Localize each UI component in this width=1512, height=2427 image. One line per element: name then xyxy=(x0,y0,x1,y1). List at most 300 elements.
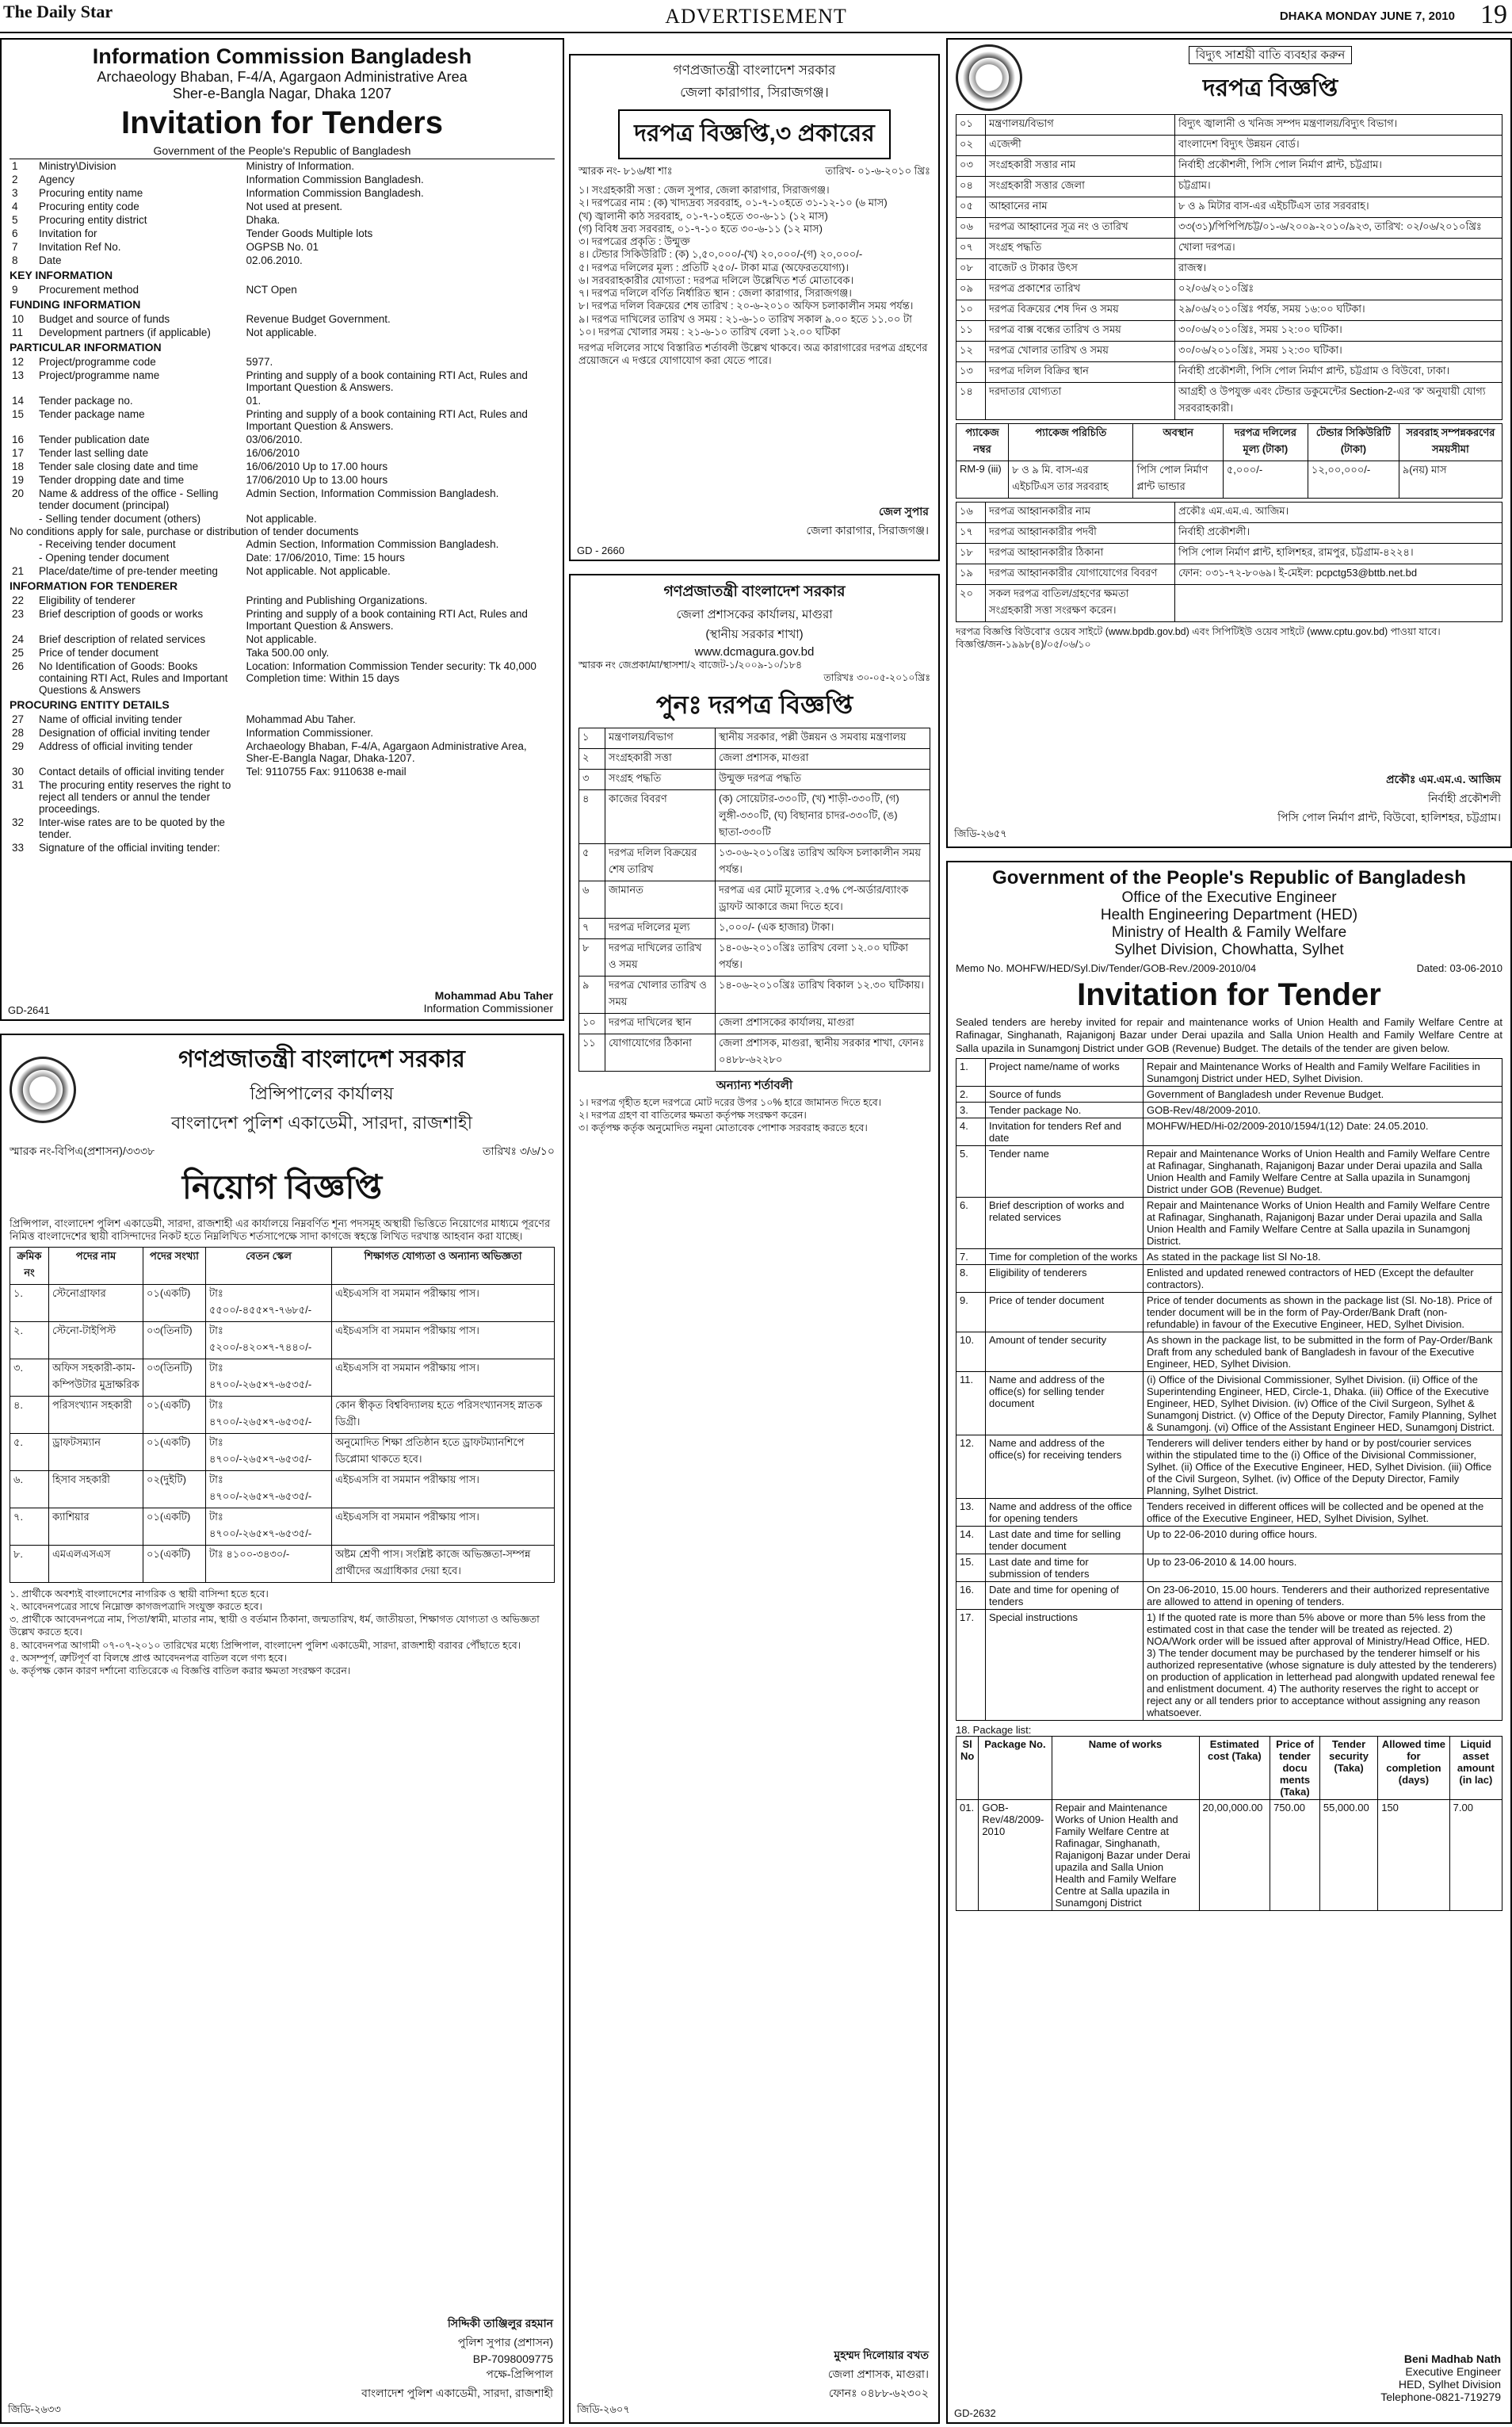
table-cell: - Receiving tender document xyxy=(39,538,176,550)
bpdb-logo-icon xyxy=(956,44,1022,111)
table-cell: ৩ xyxy=(579,769,605,789)
table-cell: 8. xyxy=(956,1264,986,1292)
table-cell: Last date and time for submission of tenders xyxy=(986,1554,1144,1581)
table-row xyxy=(10,726,555,740)
table-cell: এমএলএসএস xyxy=(49,1545,143,1582)
table-cell: ০৪ xyxy=(956,177,986,197)
table-row xyxy=(956,280,1502,300)
table-cell: 9 xyxy=(12,284,18,296)
ad-jail-gd: GD - 2660 xyxy=(577,545,624,556)
table-cell: এইচএসসি বা সমমান পরীক্ষায় পাস। xyxy=(332,1284,555,1321)
table-cell: 10. xyxy=(956,1332,986,1371)
table-row xyxy=(579,918,930,938)
table-cell: Name and address of the office for opening tenders xyxy=(986,1498,1144,1526)
ad-police-signer-title: পুলিশ সুপার (প্রশাসন) xyxy=(457,2336,553,2349)
list-item: ৯। দরপত্র দাখিলের তারিখ ও সময় : ২১-৬-১০ তারিখ সকাল ৯.০০ হতে ১১.০০ টা xyxy=(578,312,912,325)
table-cell: Admin Section, Information Commission Bangladesh. xyxy=(246,487,499,499)
table-cell: এইচএসসি বা সমমান পরীক্ষায় পাস। xyxy=(332,1508,555,1545)
table-row xyxy=(10,841,555,854)
list-item: ৪. আবেদনপত্র আগামী ০৭-০৭-২০১০ তারিখের মধ্যে প্রিন্সিপাল, বাংলাদেশ পুলিশ একাডেমী, সারদা, রাজশাহী বরাবর পৌঁছাতে হবে। xyxy=(10,1639,521,1651)
table-cell: এইচএসসি বা সমমান পরীক্ষায় পাস। xyxy=(332,1359,555,1396)
ad-magura-signer-addr: জেলা প্রশাসক, মাগুরা। xyxy=(827,2368,929,2380)
ad-hed-memo: Memo No. MOHFW/HED/Syl.Div/Tender/GOB-Rev./2009-2010/04 xyxy=(956,962,1257,974)
table-cell: The procuring entity reserves the right to reject all tenders or annul the tender proceedings. xyxy=(39,779,231,815)
table-row xyxy=(956,362,1502,383)
table-cell: Procuring entity name xyxy=(39,187,143,199)
table-row xyxy=(10,1284,555,1321)
table-cell: পরিসংখ্যান সহকারী xyxy=(49,1396,143,1433)
table-cell: ৫,০০০/- xyxy=(1223,461,1308,499)
table-cell: ০৯ xyxy=(956,280,986,300)
table-cell: এজেন্সী xyxy=(986,136,1175,156)
table-cell: Date xyxy=(39,254,62,266)
ad-ic-signer: Mohammad Abu Taher xyxy=(434,989,553,1002)
table-cell: Location: Information Commission Tender security: Tk 40,000 Completion time: Within 15 days xyxy=(246,660,536,684)
table-cell: ৫. xyxy=(10,1433,49,1470)
table-cell: ৭ xyxy=(579,918,605,938)
table-cell: 1) If the quoted rate is more than 5% above or more than 5% less from the estimated cost in that case the tender will be treated as rejected. 2) NOA/Work order will be issued after approval of Ministry/Head Office, HED. 3) The tender document may be purchased by the tenderer himself or his authorized representative (whose signature is duly attested by the tenderers) on production of application in letterhead pad alongwith updated renewal fee and enlistment document. 4) The authority reserves the right to accept or reject any or all tenders prior to acceptance without assigning any reason whatsoever. xyxy=(1144,1609,1502,1720)
table-cell: 2. xyxy=(956,1086,986,1102)
table-cell: 6. xyxy=(956,1197,986,1248)
table-cell: Signature of the official inviting tender: xyxy=(39,842,220,854)
table-row xyxy=(956,523,1502,544)
table-cell: টাঃ ৪৭০০/-২৬৫×৭-৬৫৩৫/- xyxy=(206,1396,332,1433)
table-cell: ২৯/০৬/২০১০খ্রিঃ পর্যন্ত, সময় ১৬:০০ ঘটিকা। xyxy=(1175,300,1502,321)
column-middle xyxy=(569,38,940,2424)
table-cell: কোন স্বীকৃত বিশ্ববিদ্যালয় হতে পরিসংখ্যানসহ স্নাতক ডিগ্রী। xyxy=(332,1396,555,1433)
ad-police-gov: গণপ্রজাতন্ত্রী বাংলাদেশ সরকার xyxy=(178,1046,465,1072)
table-cell: ৪. xyxy=(10,1396,49,1433)
table-cell: ১০ xyxy=(579,1013,605,1034)
table-cell: Address of official inviting tender xyxy=(39,740,193,752)
table-cell: Place/date/time of pre-tender meeting xyxy=(39,565,218,577)
table-cell: Brief description of related services xyxy=(39,633,206,645)
table-cell: ৭. xyxy=(10,1508,49,1545)
table-cell: 6 xyxy=(12,227,18,239)
table-cell: ১৭ xyxy=(956,523,986,544)
table-cell: দরপত্র খোলার তারিখ ও সময় xyxy=(986,342,1175,362)
ad-jail-footer: দরপত্র দলিলের সাথে বিস্তারিত শর্তাবলী উল্লেখ থাকবে। অত্র কারাগারের দরপত্র গ্রহণের প্রয়োজনে এ দপ্তরে যোগাযোগ করা যেতে পারে। xyxy=(578,342,928,367)
table-cell: ড্রাফটসম্যান xyxy=(49,1433,143,1470)
table-cell: 4. xyxy=(956,1118,986,1145)
table-cell: ১,০০০/- (এক হাজার) টাকা। xyxy=(716,918,930,938)
table-cell: ক্যাশিয়ার xyxy=(49,1508,143,1545)
ad-police-academy-name: বাংলাদেশ পুলিশ একাডেমী, সারদা, রাজশাহী xyxy=(170,1113,472,1133)
table-cell: 13. xyxy=(956,1498,986,1526)
table-cell: ১৬ xyxy=(956,503,986,523)
table-row xyxy=(579,1013,930,1034)
table-row xyxy=(956,1264,1502,1292)
table-cell: Repair and Maintenance Works of Health and Family Welfare Facilities in Sunamgonj District under HED, Sylhet Division. xyxy=(1144,1058,1502,1086)
ad-ic-section-key: KEY INFORMATION xyxy=(10,269,113,281)
table-row xyxy=(956,503,1502,523)
table-cell: 3. xyxy=(956,1102,986,1118)
table-cell: GOB-Rev/48/2009-2010 xyxy=(979,1799,1052,1910)
table-cell: অষ্টম শ্রেণী পাস। সংশ্লিষ্ট কাজে অভিজ্ঞতা-সম্পন্ন প্রার্থীদের অগ্রাধিকার দেয়া হবে। xyxy=(332,1545,555,1582)
table-row xyxy=(10,816,555,841)
table-cell: প্রকৌঃ এম.এম.এ. আজিম। xyxy=(1175,503,1502,523)
table-row xyxy=(579,769,930,789)
table-row xyxy=(956,197,1502,218)
table-cell: 150 xyxy=(1378,1799,1449,1910)
table-cell: দরপত্র বাক্স বন্ধের তারিখ ও সময় xyxy=(986,321,1175,342)
table-cell: 15 xyxy=(12,408,25,420)
table-row xyxy=(956,1526,1502,1554)
ad-hed-gov: Government of the People's Republic of Bangladesh xyxy=(992,867,1466,889)
list-item: ৫। দরপত্র দলিলের মূল্য : প্রতিটি ২৫০/- টাকা মাত্র (অফেরতযোগ্য)। xyxy=(578,261,850,273)
table-header-cell: বেতন স্কেল xyxy=(206,1247,332,1284)
list-item: ৩। কর্তৃপক্ষ কর্তৃক অনুমোদিত নমুনা মোতাবেক পোশাক সরবরাহ করতে হবে। xyxy=(578,1122,868,1133)
table-cell: Ministry of Information. xyxy=(246,160,354,172)
table-row xyxy=(10,355,555,369)
table-cell: Printing and Publishing Organizations. xyxy=(246,594,428,606)
table-cell: OGPSB No. 01 xyxy=(246,241,319,253)
table-row xyxy=(10,512,555,526)
table-cell: দরপত্র দলিল বিক্রয়ের শেষ তারিখ xyxy=(605,843,716,881)
table-row xyxy=(956,564,1502,585)
ad-hed-package-label: 18. Package list: xyxy=(956,1723,1032,1736)
ad-jail-signer: জেল সুপার xyxy=(878,505,929,518)
table-cell: - Selling tender document (others) xyxy=(39,513,201,525)
table-cell: ২০ xyxy=(956,585,986,622)
table-cell: Last date and time for selling tender document xyxy=(986,1526,1144,1554)
table-cell: ৮ ও ৯ মি. বাস-এর এইচটিএস তার সরবরাহ xyxy=(1009,461,1133,499)
ad-pdb-head xyxy=(956,44,1502,111)
ad-police-date: তারিখঃ ৩/৬/১০ xyxy=(483,1145,555,1157)
table-cell: Name and address of the office(s) for receiving tenders xyxy=(986,1435,1144,1498)
list-item: ৩. প্রার্থীকে আবেদনপত্রে নাম, পিতা/স্বামী, মাতার নাম, স্থায়ী ও বর্তমান ঠিকানা, জন্মতারিখ, ধর্ম, জাতীয়তা, শিক্ষাগত যোগ্যতা ও অভিজ্ঞতা উল্লেখ করতে হবে। xyxy=(10,1614,540,1638)
table-row xyxy=(956,259,1502,280)
table-row xyxy=(956,1118,1502,1145)
table-cell: 16 xyxy=(12,434,25,445)
table-cell: Admin Section, Information Commission Bangladesh. xyxy=(246,538,499,550)
ad-hed-table xyxy=(956,1058,1502,1721)
ad-magura-sub: (স্থানীয় সরকার শাখা) xyxy=(705,628,804,641)
table-row xyxy=(10,659,555,697)
ad-jail-office: জেলা কারাগার, সিরাজগঞ্জ। xyxy=(680,85,829,100)
table-header-cell: Price of tender docu ments (Taka) xyxy=(1270,1736,1320,1799)
table-cell: Government of Bangladesh under Revenue Budget. xyxy=(1144,1086,1502,1102)
table-row xyxy=(10,487,555,512)
table-header-cell: Tender security (Taka) xyxy=(1319,1736,1377,1799)
table-cell: 8 xyxy=(12,254,18,266)
ad-police-notes xyxy=(10,1588,555,1678)
table-cell: টাঃ ৫৫০০/-৪৫৫×৭-৭৬৮৫/- xyxy=(206,1284,332,1321)
table-cell: ১১ xyxy=(579,1034,605,1071)
table-cell: ৩. xyxy=(10,1359,49,1396)
table-row xyxy=(10,713,555,726)
table-cell: ৬. xyxy=(10,1470,49,1508)
table-cell: GOB-Rev/48/2009-2010. xyxy=(1144,1102,1502,1118)
ad-ic-signer-title: Information Commissioner xyxy=(423,1002,553,1015)
table-cell: Development partners (if applicable) xyxy=(39,327,211,338)
table-row xyxy=(956,1581,1502,1609)
table-cell: ০১(একটি) xyxy=(143,1396,206,1433)
table-cell: দরদাতার যোগ্যতা xyxy=(986,383,1175,420)
table-cell: 14 xyxy=(12,395,25,407)
table-cell: টাঃ ৫২০০/-৪২০×৭-৭৪৪০/- xyxy=(206,1321,332,1359)
table-header-cell: Liquid asset amount (in lac) xyxy=(1449,1736,1502,1799)
table-cell: 26 xyxy=(12,660,25,672)
table-cell: Procuring entity code xyxy=(39,201,139,212)
table-cell: Not applicable. xyxy=(246,513,317,525)
ad-police-gd: জিডি-২৬৩৩ xyxy=(8,2403,61,2415)
table-cell: 1 xyxy=(12,160,18,172)
table-cell: ০১(একটি) xyxy=(143,1545,206,1582)
table-header-cell: শিক্ষাগত যোগ্যতা ও অন্যান্য অভিজ্ঞতা xyxy=(332,1247,555,1284)
table-cell: সংগ্রহ পদ্ধতি xyxy=(605,769,716,789)
ad-ic-org: Information Commission Bangladesh xyxy=(92,44,472,68)
table-cell: 14. xyxy=(956,1526,986,1554)
table-row xyxy=(10,312,555,326)
table-row xyxy=(10,254,555,267)
table-row xyxy=(10,473,555,487)
table-cell: 20,00,000.00 xyxy=(1199,1799,1270,1910)
table-cell: Information Commission Bangladesh. xyxy=(246,187,424,199)
ad-magura-signer: মুহম্মদ দিলোয়ার বখত xyxy=(834,2349,929,2361)
table-cell: No Identification of Goods: Books containing RTI Act, Rules and Important Questions & Answers xyxy=(39,660,228,696)
table-cell: Designation of official inviting tender xyxy=(39,727,210,739)
table-cell: 02.06.2010. xyxy=(246,254,303,266)
table-cell: ৪ xyxy=(579,789,605,843)
table-row xyxy=(956,1435,1502,1498)
table-cell xyxy=(1175,585,1502,622)
table-cell: 13 xyxy=(12,369,25,381)
ad-police-posts-table xyxy=(10,1247,555,1583)
table-cell: Dhaka. xyxy=(246,214,281,226)
table-row xyxy=(10,173,555,186)
table-header-cell: Estimated cost (Taka) xyxy=(1199,1736,1270,1799)
table-cell: Tender sale closing date and time xyxy=(39,461,199,472)
table-row xyxy=(956,1086,1502,1102)
table-row xyxy=(10,283,555,296)
table-cell: ০৩(তিনটি) xyxy=(143,1321,206,1359)
table-cell: - Opening tender document xyxy=(39,552,170,564)
table-cell: 15. xyxy=(956,1554,986,1581)
table-row xyxy=(10,607,555,633)
table-row xyxy=(956,1102,1502,1118)
table-cell: Up to 22-06-2010 during office hours. xyxy=(1144,1526,1502,1554)
table-row xyxy=(956,1058,1502,1086)
table-cell: 1. xyxy=(956,1058,986,1086)
ad-ic-gov: Government of the People's Republic of Bangladesh xyxy=(10,144,555,159)
table-cell: 4 xyxy=(12,201,18,212)
ad-ic-table-fund xyxy=(10,312,555,339)
table-row xyxy=(579,881,930,918)
table-row xyxy=(956,1145,1502,1197)
table-cell: আগ্রহী ও উপযুক্ত এবং টেন্ডার ডকুমেন্টের Section-2-এর 'ক' অনুযায়ী যোগ্য সরবরাহকারী। xyxy=(1175,383,1502,420)
table-cell: ০২ xyxy=(956,136,986,156)
table-cell: ০২(দুইটি) xyxy=(143,1470,206,1508)
table-cell: ০১ xyxy=(956,115,986,136)
table-cell: জেলা প্রশাসক, মাগুরা xyxy=(716,748,930,769)
table-header-cell: দরপত্র দলিলের মূল্য (টাকা) xyxy=(1223,424,1308,461)
table-cell: 20 xyxy=(12,487,25,499)
ad-pdb-slogan: বিদ্যুৎ সাশ্রয়ী বাতি ব্যবহার করুন xyxy=(1189,46,1353,64)
table-row xyxy=(956,383,1502,420)
table-cell: ৩৩(৩১)/পিপিপি/চট্ট/০১-৬/২০০৯-২০১০/৯২৩, তারিখ: ০২/০৬/২০১০খ্রিঃ xyxy=(1175,218,1502,239)
table-cell: 5 xyxy=(12,214,18,226)
table-cell: Budget and source of funds xyxy=(39,313,170,325)
table-cell: 33 xyxy=(12,842,25,854)
list-item: ৩। দরপত্রের প্রকৃতি : উন্মুক্ত xyxy=(578,235,690,247)
column-left xyxy=(0,38,564,2424)
list-item: (খ) জ্বালানী কাঠ সরবরাহ, ০১-৭-১০হতে ৩০-৬-১১ (১২ মাস) xyxy=(578,209,828,222)
ad-magura-memo: স্মারক নং জেপ্রকা/মা/স্থাসশা/২ বাজেট-১/২০০৯-১০/১৮৪ xyxy=(578,659,803,671)
table-row xyxy=(956,300,1502,321)
table-cell: ২ xyxy=(579,748,605,769)
table-row xyxy=(579,789,930,843)
table-cell: 16. xyxy=(956,1581,986,1609)
ad-police-signer: সিদ্দিকী তাঞ্জিলুর রহমান xyxy=(447,2317,553,2330)
ad-ic-table-key xyxy=(10,283,555,296)
table-cell: 30 xyxy=(12,766,25,778)
table-cell: 3 xyxy=(12,187,18,199)
table-row xyxy=(956,239,1502,259)
ad-hed-signer-addr: HED, Sylhet Division xyxy=(1398,2378,1501,2391)
table-cell: 9. xyxy=(956,1292,986,1332)
ad-hed-dept: Health Engineering Department (HED) xyxy=(1100,907,1358,923)
table-cell xyxy=(10,551,36,564)
ad-jail-signature xyxy=(806,503,929,541)
table-cell: 24 xyxy=(12,633,25,645)
table-cell: Revenue Budget Government. xyxy=(246,313,391,325)
table-cell: ০৬ xyxy=(956,218,986,239)
table-row xyxy=(10,1433,555,1470)
table-cell: 16/06/2010 xyxy=(246,447,300,459)
ad-jail-gov: গণপ্রজাতন্ত্রী বাংলাদেশ সরকার xyxy=(673,63,836,78)
table-row xyxy=(579,938,930,976)
table-row xyxy=(956,1371,1502,1435)
ad-magura-terms-title: অন্যান্য শর্তাবলী xyxy=(716,1078,793,1092)
table-cell: 19 xyxy=(12,474,25,486)
table-row xyxy=(10,1396,555,1433)
ad-pdb-tender xyxy=(946,38,1512,848)
table-cell: 29 xyxy=(12,740,25,752)
table-cell: জেলা প্রশাসক, মাগুরা, স্থানীয় সরকার শাখা, ফোনঃ ০৪৮৮-৬২২৮০ xyxy=(716,1034,930,1071)
table-cell: Source of funds xyxy=(986,1086,1144,1102)
table-cell: কাজের বিবরণ xyxy=(605,789,716,843)
table-header-cell: প্যাকেজ নম্বর xyxy=(956,424,1009,461)
ad-police-academy xyxy=(0,1034,564,2424)
table-row xyxy=(10,1545,555,1582)
table-cell: নির্বাহী প্রকৌশলী। xyxy=(1175,523,1502,544)
table-cell: 16/06/2010 Up to 17.00 hours xyxy=(246,461,388,472)
ad-police-memo: স্মারক নং-বিপিএ(প্রশাসন)/৩৩৩৮ xyxy=(10,1145,155,1157)
table-row xyxy=(956,1332,1502,1371)
table-cell: 10 xyxy=(12,313,25,325)
table-row xyxy=(956,218,1502,239)
table-cell: ১০ xyxy=(956,300,986,321)
table-cell xyxy=(243,841,555,854)
table-row xyxy=(10,240,555,254)
ad-magura-web[interactable]: www.dcmagura.gov.bd xyxy=(694,645,815,659)
police-emblem-icon xyxy=(10,1057,76,1123)
ad-magura-phone: ফোনঃ ০৪৮৮-৬২৩০২ xyxy=(828,2387,929,2399)
table-cell: Tenderers will deliver tenders either by hand or by post/courier services within the stipulated time to the (i) Office of the Divisional Commissioner, Sylhet. (ii) Office of the Executive Engineer, HED, Sylhet Division. (iii) Office of the Civil Surgeon, Sylhet. (iv) Office of the Deputy Director, Family Planning, Sylhet District. xyxy=(1144,1435,1502,1498)
table-header-cell: ক্রমিক নং xyxy=(10,1247,49,1284)
ad-police-signer-for: পক্ষে-প্রিন্সিপাল xyxy=(486,2368,553,2380)
table-cell: Up to 23-06-2010 & 14.00 hours. xyxy=(1144,1554,1502,1581)
table-cell: দরপত্র খোলার তারিখ ও সময় xyxy=(605,976,716,1013)
ad-pdb-table2 xyxy=(956,502,1502,622)
table-cell: ১১ xyxy=(956,321,986,342)
list-item: ৭। দরপত্র দলিলে বর্ণিত নির্ধারিত স্থান : জেলা কারাগার, সিরাজগঞ্জ। xyxy=(578,287,852,299)
table-cell: টাঃ ৪৭০০/-২৬৫×৭-৬৫৩৫/- xyxy=(206,1359,332,1396)
table-cell: ১২ xyxy=(956,342,986,362)
table-cell: Invitation Ref No. xyxy=(39,241,121,253)
table-cell: দরপত্র দাখিলের স্থান xyxy=(605,1013,716,1034)
table-cell: Agency xyxy=(39,174,75,185)
table-cell: Taka 500.00 only. xyxy=(246,647,330,659)
table-cell: Tender publication date xyxy=(39,434,150,445)
ad-jail-signer-addr: জেলা কারাগার, সিরাজগঞ্জ। xyxy=(806,524,929,537)
ad-magura-gd: জিডি-২৬০৭ xyxy=(577,2403,630,2415)
table-cell: Repair and Maintenance Works of Union Health and Family Welfare Centre at Rafinagar, Singhanath, Rajanigonj Bazar under Derai upazila and Salla Union Health and Family Welfare Centre at Salla upazila in Sunamgonj District xyxy=(1052,1799,1199,1910)
ad-magura-office: জেলা প্রশাসকের কার্যালয়, মাগুরা xyxy=(676,608,833,621)
table-cell: বাজেট ও টাকার উৎস xyxy=(986,259,1175,280)
ad-jail-date: তারিখ- ০১-৬-২০১০ খ্রিঃ xyxy=(825,165,930,177)
table-cell: 25 xyxy=(12,647,25,659)
table-row xyxy=(956,156,1502,177)
ad-hed-division: Sylhet Division, Chowhatta, Sylhet xyxy=(1114,942,1344,958)
table-cell: ১২,০০,০০০/- xyxy=(1308,461,1399,499)
table-cell: স্টেনো-টাইপিস্ট xyxy=(49,1321,143,1359)
table-row xyxy=(10,765,555,778)
table-cell: Date: 17/06/2010, Time: 15 hours xyxy=(246,552,405,564)
table-cell: Price of tender document xyxy=(986,1292,1144,1332)
table-cell: Not applicable. Not applicable. xyxy=(246,565,391,577)
list-item: ৮। দরপত্র দলিল বিক্রয়ের শেষ তারিখ : ২০-৬-২০১০ অফিস চলাকালীন সময় পর্যন্ত। xyxy=(578,300,914,312)
table-cell: 01. xyxy=(246,395,262,407)
table-cell: দরপত্র আহ্বানকারীর পদবী xyxy=(986,523,1175,544)
table-row xyxy=(10,1359,555,1396)
table-header-cell: Package No. xyxy=(979,1736,1052,1799)
ad-ic-gd: GD-2641 xyxy=(8,1004,50,1016)
ad-hed-signer-title: Executive Engineer xyxy=(1405,2365,1501,2378)
list-item: ২। দরপত্র গ্রহণ বা বাতিলের ক্ষমতা কর্তৃপক্ষ সংরক্ষণ করেন। xyxy=(578,1109,807,1121)
table-cell: 17/06/2010 Up to 13.00 hours xyxy=(246,474,388,486)
table-cell: ০৭ xyxy=(956,239,986,259)
list-item: ১০। দরপত্র খোলার সময় : ২১-৬-১০ তারিখ বেলা ১২.০০ ঘটিকা xyxy=(578,325,841,338)
table-header-cell: টেন্ডার সিকিউরিটি (টাকা) xyxy=(1308,424,1399,461)
section-title: ADVERTISEMENT xyxy=(665,5,847,28)
table-cell: 03/06/2010. xyxy=(246,434,303,445)
table-cell: Enlisted and updated renewed contractors of HED (Except the defaulter contractors). xyxy=(1144,1264,1502,1292)
table-cell: দরপত্র দলিলের মূল্য xyxy=(605,918,716,938)
table-cell: টাঃ ৪৭০০/-২৬৫×৭-৬৫৩৫/- xyxy=(206,1470,332,1508)
table-cell: Eligibility of tenderer xyxy=(39,594,136,606)
table-cell: ০১(একটি) xyxy=(143,1284,206,1321)
ad-pdb-signer: প্রকৌঃ এম.এম.এ. আজিম xyxy=(1386,773,1501,785)
table-cell: ৮ ও ৯ মিটার বাস-এর এইচটিএস তার সরবরাহ। xyxy=(1175,197,1502,218)
table-cell: যোগাযোগের ঠিকানা xyxy=(605,1034,716,1071)
table-cell: ৬ xyxy=(579,881,605,918)
table-cell: পিসি পোল নির্মাণ প্লান্ট, হালিশহর, রামপুর, চট্টগ্রাম-৪২২৪। xyxy=(1175,544,1502,564)
ad-ic-table-particular xyxy=(10,355,555,526)
table-cell: ০১(একটি) xyxy=(143,1508,206,1545)
table-cell: As shown in the package list, to be submitted in the form of Pay-Order/Bank Draft from any scheduled bank of Bangladesh in favour of the Executive Engineer, HED, Sylhet Division. xyxy=(1144,1332,1502,1371)
table-cell: NCT Open xyxy=(246,284,297,296)
table-row xyxy=(10,633,555,646)
ad-magura-table xyxy=(578,728,930,1072)
table-row xyxy=(10,1470,555,1508)
table-cell xyxy=(243,778,555,816)
ad-pdb-web-note: দরপত্র বিজ্ঞপ্তি বিউবো'র ওয়েব সাইটে (www.bpdb.gov.bd) এবং সিপিটিইউ ওয়েব সাইটে (www.cptu.gov.bd) পাওয়া যাবে। xyxy=(956,626,1441,637)
table-cell: Tenders received in different offices will be collected and be opened at the office of the Executive Engineer, HED, Sylhet Division, Sylhet. xyxy=(1144,1498,1502,1526)
table-cell: রাজস্ব। xyxy=(1175,259,1502,280)
table-row xyxy=(10,407,555,433)
